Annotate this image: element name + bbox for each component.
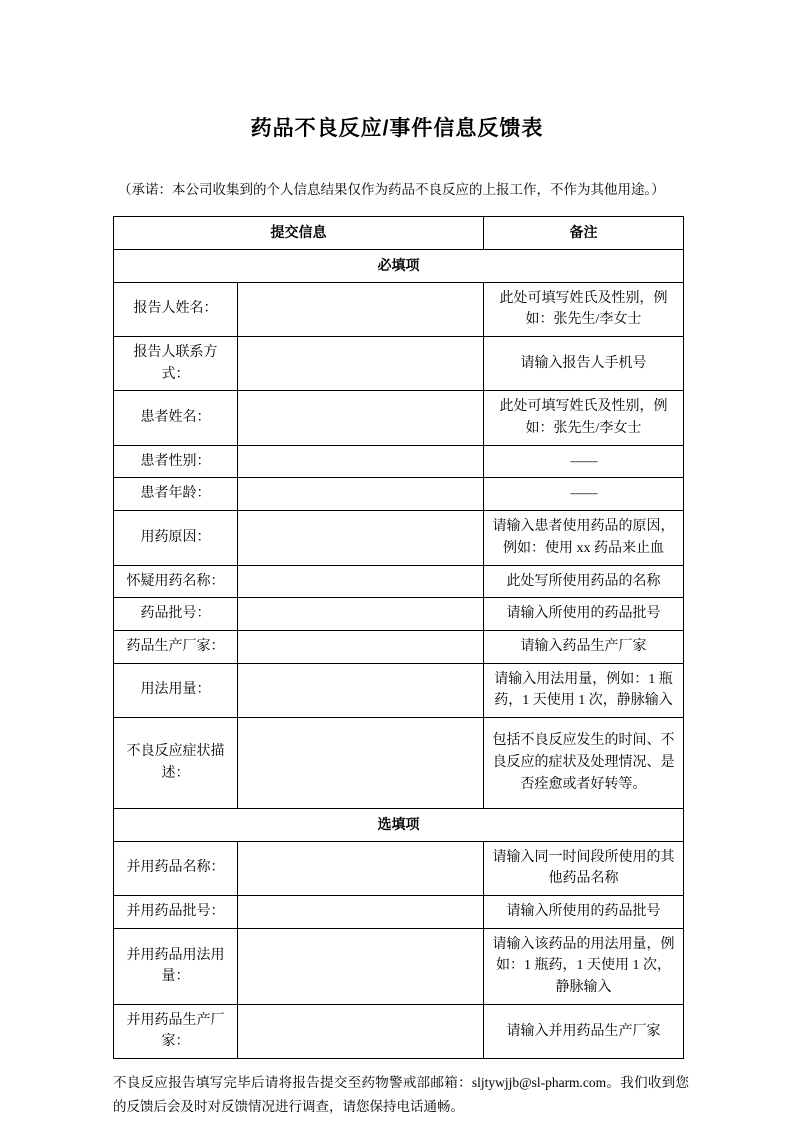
header-remark: 备注 <box>484 217 684 250</box>
section-optional-label: 选填项 <box>114 808 684 841</box>
table-row <box>114 391 684 445</box>
row-label-suspect-drug-name: 怀疑用药名称： <box>114 565 238 598</box>
note-drug-batch: 请输入所使用的药品批号 <box>484 598 684 631</box>
row-label-concomitant-drug-manufacturer: 并用药品生产厂家： <box>114 1004 238 1058</box>
note-concomitant-drug-manufacturer: 请输入并用药品生产厂家 <box>484 1004 684 1058</box>
input-manufacturer[interactable] <box>238 630 484 663</box>
note-dosage: 请输入用法用量，例如：1 瓶药，1 天使用 1 次，静脉输入 <box>484 663 684 717</box>
promise-statement: （承诺：本公司收集到的个人信息结果仅作为药品不良反应的上报工作，不作为其他用途。） <box>118 182 665 197</box>
table-row <box>114 717 684 808</box>
table-header-row <box>114 217 684 250</box>
note-medication-reason: 请输入患者使用药品的原因，例如：使用 xx 药品来止血 <box>484 511 684 565</box>
note-patient-name: 此处可填写姓氏及性别，例如：张先生/李女士 <box>484 391 684 445</box>
row-label-concomitant-drug-batch: 并用药品批号： <box>114 896 238 929</box>
row-label-dosage: 用法用量： <box>114 663 238 717</box>
adverse-reaction-form-table <box>113 216 684 1059</box>
table-row <box>114 337 684 391</box>
table-row <box>114 445 684 478</box>
footer-instructions: 不良反应报告填写完毕后请将报告提交至药物警戒部邮箱：sljtywjjb@sl-pharm.com。我们收到您的反馈后会及时对反馈情况进行调查，请您保持电话通畅。 <box>113 1075 689 1114</box>
input-reporter-contact[interactable] <box>238 337 484 391</box>
input-patient-age[interactable] <box>238 478 484 511</box>
row-label-manufacturer: 药品生产厂家： <box>114 630 238 663</box>
note-patient-gender: —— <box>484 445 684 478</box>
row-label-reporter-name: 报告人姓名： <box>114 282 238 336</box>
row-label-symptom-description: 不良反应症状描述： <box>114 717 238 808</box>
input-concomitant-drug-manufacturer[interactable] <box>238 1004 484 1058</box>
table-row <box>114 598 684 631</box>
table-row <box>114 565 684 598</box>
note-concomitant-drug-dosage: 请输入该药品的用法用量，例如：1 瓶药，1 天使用 1 次，静脉输入 <box>484 928 684 1004</box>
note-reporter-contact: 请输入报告人手机号 <box>484 337 684 391</box>
input-concomitant-drug-name[interactable] <box>238 841 484 895</box>
input-reporter-name[interactable] <box>238 282 484 336</box>
note-concomitant-drug-name: 请输入同一时间段所使用的其他药品名称 <box>484 841 684 895</box>
input-suspect-drug-name[interactable] <box>238 565 484 598</box>
input-medication-reason[interactable] <box>238 511 484 565</box>
note-concomitant-drug-batch: 请输入所使用的药品批号 <box>484 896 684 929</box>
input-drug-batch[interactable] <box>238 598 484 631</box>
section-row-optional <box>114 808 684 841</box>
row-label-concomitant-drug-dosage: 并用药品用法用量： <box>114 928 238 1004</box>
row-label-patient-age: 患者年龄： <box>114 478 238 511</box>
row-label-drug-batch: 药品批号： <box>114 598 238 631</box>
table-row <box>114 896 684 929</box>
section-required-label: 必填项 <box>114 249 684 282</box>
note-reporter-name: 此处可填写姓氏及性别，例如：张先生/李女士 <box>484 282 684 336</box>
table-row <box>114 478 684 511</box>
input-dosage[interactable] <box>238 663 484 717</box>
header-submit-info: 提交信息 <box>114 217 484 250</box>
input-patient-name[interactable] <box>238 391 484 445</box>
input-concomitant-drug-batch[interactable] <box>238 896 484 929</box>
input-concomitant-drug-dosage[interactable] <box>238 928 484 1004</box>
input-symptom-description[interactable] <box>238 717 484 808</box>
table-row <box>114 841 684 895</box>
table-row <box>114 928 684 1004</box>
table-row <box>114 630 684 663</box>
table-row <box>114 1004 684 1058</box>
table-row <box>114 282 684 336</box>
note-suspect-drug-name: 此处写所使用药品的名称 <box>484 565 684 598</box>
row-label-patient-name: 患者姓名： <box>114 391 238 445</box>
note-manufacturer: 请输入药品生产厂家 <box>484 630 684 663</box>
note-symptom-description: 包括不良反应发生的时间、不良反应的症状及处理情况、是否痊愈或者好转等。 <box>484 717 684 808</box>
row-label-concomitant-drug-name: 并用药品名称： <box>114 841 238 895</box>
table-row <box>114 511 684 565</box>
page-title: 药品不良反应/事件信息反馈表 <box>250 117 544 140</box>
input-patient-gender[interactable] <box>238 445 484 478</box>
section-row-required <box>114 249 684 282</box>
row-label-reporter-contact: 报告人联系方式： <box>114 337 238 391</box>
note-patient-age: —— <box>484 478 684 511</box>
row-label-patient-gender: 患者性别： <box>114 445 238 478</box>
row-label-medication-reason: 用药原因： <box>114 511 238 565</box>
table-row <box>114 663 684 717</box>
